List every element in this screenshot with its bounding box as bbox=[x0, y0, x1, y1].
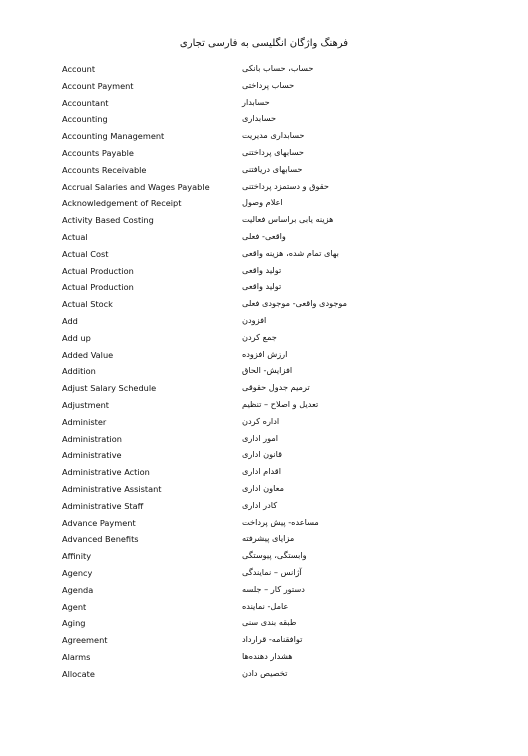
english-term: Adjust Salary Schedule bbox=[62, 383, 157, 394]
glossary-row bbox=[62, 264, 482, 281]
persian-translation: تولید واقعی bbox=[242, 281, 282, 292]
glossary-row bbox=[62, 129, 482, 146]
english-term: Alarms bbox=[62, 651, 91, 662]
english-term: Administration bbox=[62, 433, 122, 444]
english-term: Accountant bbox=[62, 97, 109, 108]
persian-translation: هشدار دهنده‌ها bbox=[242, 650, 293, 661]
persian-translation: طبقه بندی سنی bbox=[242, 617, 297, 628]
persian-translation: توافقنامه- قرارداد bbox=[242, 634, 303, 645]
english-term: Actual Cost bbox=[62, 248, 109, 259]
english-term: Add up bbox=[62, 332, 91, 343]
english-term: Actual Stock bbox=[62, 299, 113, 310]
english-term: Advanced Benefits bbox=[62, 534, 139, 545]
glossary-row bbox=[62, 381, 482, 398]
glossary-row bbox=[62, 96, 482, 113]
persian-translation: ترمیم جدول حقوقی bbox=[242, 382, 310, 393]
persian-translation: اعلام وصول bbox=[242, 197, 283, 208]
persian-translation: امور اداری bbox=[242, 432, 279, 443]
persian-translation: جمع کردن bbox=[242, 331, 277, 342]
persian-translation: حساب، حساب بانکی bbox=[242, 63, 314, 73]
glossary-row bbox=[62, 398, 482, 415]
english-term: Administer bbox=[62, 416, 107, 427]
persian-translation: عامل- نماینده bbox=[242, 600, 289, 611]
english-term: Account Payment bbox=[62, 80, 134, 91]
page-title: فرهنگ واژگان انگلیسی به فارسی تجاری bbox=[179, 38, 349, 49]
glossary-row bbox=[62, 364, 482, 381]
glossary-row bbox=[62, 499, 482, 516]
glossary-row bbox=[62, 448, 482, 465]
glossary-row bbox=[62, 180, 482, 197]
english-term: Agreement bbox=[62, 635, 108, 646]
glossary-row bbox=[62, 280, 482, 297]
english-term: Allocate bbox=[62, 668, 95, 679]
english-term: Actual bbox=[62, 231, 88, 242]
english-term: Accounting Management bbox=[62, 131, 165, 142]
persian-translation: موجودی واقعی- موجودی فعلی bbox=[242, 298, 347, 309]
english-term: Administrative Assistant bbox=[62, 483, 162, 494]
glossary-row bbox=[62, 79, 482, 96]
english-term: Aging bbox=[62, 618, 86, 629]
glossary-row bbox=[62, 616, 482, 633]
english-term: Acknowledgement of Receipt bbox=[62, 198, 182, 209]
glossary-row bbox=[62, 196, 482, 213]
english-term: Add bbox=[62, 315, 78, 326]
glossary-row bbox=[62, 112, 482, 129]
persian-translation: حقوق و دستمزد پرداختنی bbox=[242, 180, 329, 191]
glossary-row bbox=[62, 230, 482, 247]
persian-translation: افزودن bbox=[242, 314, 267, 325]
english-term: Agent bbox=[62, 601, 87, 612]
persian-translation: حسابدار bbox=[242, 96, 270, 107]
persian-translation: اداره کردن bbox=[242, 415, 280, 426]
glossary-row bbox=[62, 532, 482, 549]
english-term: Actual Production bbox=[62, 265, 134, 276]
english-term: Actual Production bbox=[62, 282, 134, 293]
english-term: Administrative Action bbox=[62, 467, 150, 478]
persian-translation: تخصیص دادن bbox=[242, 667, 288, 678]
glossary-row bbox=[62, 549, 482, 566]
glossary-row bbox=[62, 348, 482, 365]
glossary-row bbox=[62, 465, 482, 482]
glossary-row bbox=[62, 516, 482, 533]
english-term: Added Value bbox=[62, 349, 114, 360]
english-term: Accounting bbox=[62, 114, 108, 125]
persian-translation: واقعی- فعلی bbox=[242, 230, 286, 241]
english-term: Agency bbox=[62, 567, 93, 578]
english-term: Activity Based Costing bbox=[62, 215, 154, 226]
glossary-row bbox=[62, 247, 482, 264]
glossary-row bbox=[62, 146, 482, 163]
persian-translation: حسابداری bbox=[242, 113, 277, 124]
persian-translation: حسابهای دریافتنی bbox=[242, 163, 303, 174]
persian-translation: تولید واقعی bbox=[242, 264, 282, 275]
english-term: Accounts Receivable bbox=[62, 164, 147, 175]
glossary-row bbox=[62, 667, 482, 684]
glossary-row bbox=[62, 314, 482, 331]
persian-translation: دستور کار – جلسه bbox=[242, 583, 305, 594]
persian-translation: هزینه یابی براساس فعالیت bbox=[242, 214, 334, 225]
persian-translation: مساعده- پیش پرداخت bbox=[242, 516, 319, 527]
glossary-row bbox=[62, 163, 482, 180]
persian-translation: حساب پرداختی bbox=[242, 79, 295, 90]
glossary-list bbox=[62, 62, 482, 683]
persian-translation: مزایای پیشرفته bbox=[242, 533, 295, 544]
persian-translation: معاون اداری bbox=[242, 482, 284, 493]
glossary-row bbox=[62, 415, 482, 432]
glossary-row bbox=[62, 213, 482, 230]
glossary-row bbox=[62, 297, 482, 314]
persian-translation: بهای تمام شده، هزینه واقعی bbox=[242, 247, 339, 258]
glossary-row bbox=[62, 432, 482, 449]
persian-translation: افزایش- الحاق bbox=[242, 365, 293, 376]
english-term: Account bbox=[62, 64, 96, 74]
english-term: Administrative bbox=[62, 450, 122, 461]
persian-translation: کادر اداری bbox=[242, 499, 278, 510]
persian-translation: تعدیل و اصلاح – تنظیم bbox=[242, 398, 319, 409]
glossary-row bbox=[62, 600, 482, 617]
persian-translation: وابستگی، پیوستگی bbox=[242, 550, 307, 561]
persian-translation: قانون اداری bbox=[242, 449, 283, 460]
glossary-row bbox=[62, 650, 482, 667]
english-term: Accrual Salaries and Wages Payable bbox=[62, 181, 210, 192]
glossary-row bbox=[62, 566, 482, 583]
english-term: Advance Payment bbox=[62, 517, 136, 528]
persian-translation: حسابداری مدیریت bbox=[242, 130, 305, 141]
english-term: Agenda bbox=[62, 584, 94, 595]
persian-translation: آژانس – نمایندگی bbox=[242, 566, 302, 577]
english-term: Adjustment bbox=[62, 399, 110, 410]
glossary-row bbox=[62, 633, 482, 650]
persian-translation: ارزش افزوده bbox=[242, 348, 288, 359]
english-term: Accounts Payable bbox=[62, 147, 134, 158]
glossary-row bbox=[62, 583, 482, 600]
persian-translation: اقدام اداری bbox=[242, 466, 281, 477]
english-term: Affinity bbox=[62, 551, 92, 562]
english-term: Administrative Staff bbox=[62, 500, 144, 511]
persian-translation: حسابهای پرداختنی bbox=[242, 146, 304, 157]
glossary-row bbox=[62, 62, 482, 79]
glossary-row bbox=[62, 331, 482, 348]
english-term: Addition bbox=[62, 366, 96, 377]
glossary-row bbox=[62, 482, 482, 499]
